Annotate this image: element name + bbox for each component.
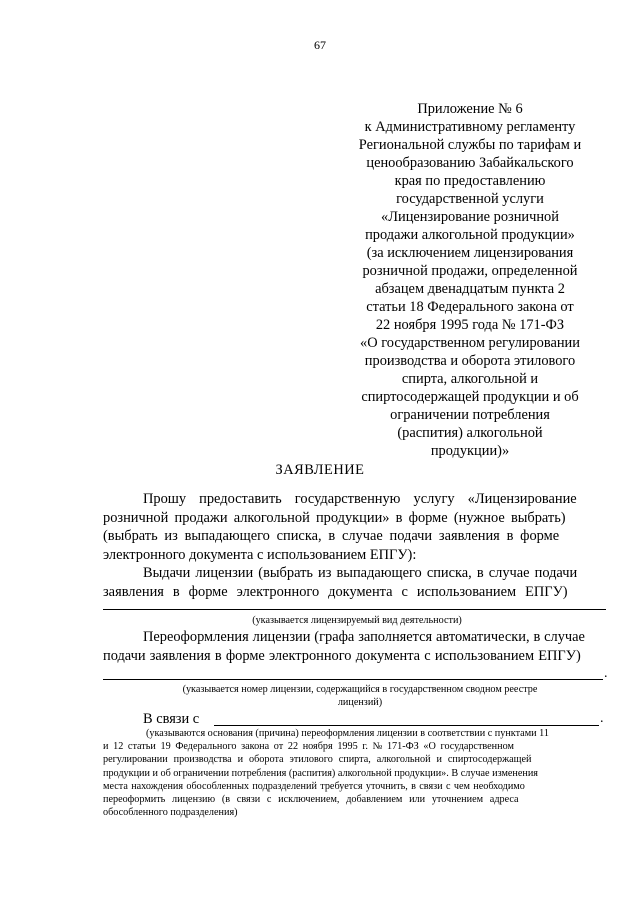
text-line xyxy=(103,490,611,509)
note-line: обособленного подразделения) xyxy=(103,807,238,819)
appendix-line: спирта, алкогольной и xyxy=(401,371,539,387)
text-line: подачи заявления в форме электронного документа с использованием ЕПГУ) xyxy=(103,647,581,664)
appendix-line: 22 ноября 1995 года № 171-ФЗ xyxy=(375,317,565,333)
appendix-line: абзацем двенадцатым пункта 2 xyxy=(375,281,565,297)
license-number-input-line[interactable] xyxy=(103,679,603,680)
reissue-license-paragraph xyxy=(103,628,611,665)
document-title: ЗАЯВЛЕНИЕ xyxy=(275,462,365,478)
text-line: заявления в форме электронного документа с использованием ЕПГУ) xyxy=(103,583,568,600)
request-paragraph xyxy=(103,490,611,564)
appendix-line: спиртосодержащей продукции и об xyxy=(361,389,579,405)
appendix-line: продукции)» xyxy=(430,443,510,459)
appendix-line: продажи алкогольной продукции» xyxy=(365,227,575,243)
note-line: регулировании производства и оборота этилового спирта, алкогольной и спиртосодержащей xyxy=(103,754,532,766)
reason-input-line[interactable] xyxy=(214,725,599,726)
appendix-line: Приложение № 6 xyxy=(417,101,523,117)
page-number: 67 xyxy=(314,38,326,52)
appendix-line: производства и оборота этилового xyxy=(364,353,576,369)
appendix-line: (за исключением лицензирования xyxy=(366,245,574,261)
appendix-line: «О государственном регулировании xyxy=(360,335,580,351)
appendix-line: к Административному регламенту xyxy=(364,119,576,135)
note-line: и 12 статьи 19 Федерального закона от 22 ноября 1995 г. № 171-ФЗ «О государственном xyxy=(103,741,514,753)
note-line: переоформить лицензию (в связи с исключением, добавлением или уточнением адреса xyxy=(103,794,519,806)
text-line: розничной продажи алкогольной продукции» в форме (нужное выбрать) xyxy=(103,509,566,526)
text-line: электронного документа с использованием ЕПГУ): xyxy=(103,546,417,563)
note-line: продукции и об ограничении потребления (распития) алкогольной продукции». В случае изменения xyxy=(103,767,538,779)
text-line: Выдачи лицензии (выбрать из выпадающего списка, в случае подачи xyxy=(143,565,578,581)
reason-end-period: . xyxy=(600,711,604,726)
appendix-line: края по предоставлению xyxy=(394,173,546,189)
issue-license-paragraph xyxy=(103,564,611,601)
license-number-note xyxy=(150,683,570,709)
appendix-line: «Лицензирование розничной xyxy=(381,209,559,225)
appendix-line: государственной услуги xyxy=(396,191,544,207)
appendix-line: ограничении потребления xyxy=(390,407,550,423)
activity-input-line[interactable] xyxy=(103,609,606,610)
text-line: Переоформления лицензии (графа заполняется автоматически, в случае xyxy=(143,629,585,645)
appendix-line: розничной продажи, определенной xyxy=(362,263,578,279)
text-line: (выбрать из выпадающего списка, в случае подачи заявления в форме xyxy=(103,528,560,544)
reason-note xyxy=(103,727,611,819)
note-line: лицензий) xyxy=(337,697,383,708)
line-end-period: . xyxy=(604,666,608,681)
note-line: места нахождения обособленных подразделений требуется уточнить, в связи с чем необходимо xyxy=(103,780,525,792)
appendix-line: Региональной службы по тарифам и xyxy=(358,137,582,153)
appendix-line: статьи 18 Федерального закона от xyxy=(366,299,574,315)
activity-note: (указывается лицензируемый вид деятельности) xyxy=(252,615,462,626)
appendix-line: (распития) алкогольной xyxy=(397,425,543,441)
note-line: (указываются основания (причина) переоформления лицензии в соответствии с пунктами 11 xyxy=(146,728,549,739)
appendix-header xyxy=(330,100,610,460)
due-to-label: В связи с xyxy=(143,711,200,727)
note-line: (указывается номер лицензии, содержащийся в государственном сводном реестре xyxy=(182,684,538,695)
line-text: Прошу предоставить государственную услугу «Лицензирование xyxy=(143,491,577,507)
appendix-line: ценообразованию Забайкальского xyxy=(366,155,574,171)
